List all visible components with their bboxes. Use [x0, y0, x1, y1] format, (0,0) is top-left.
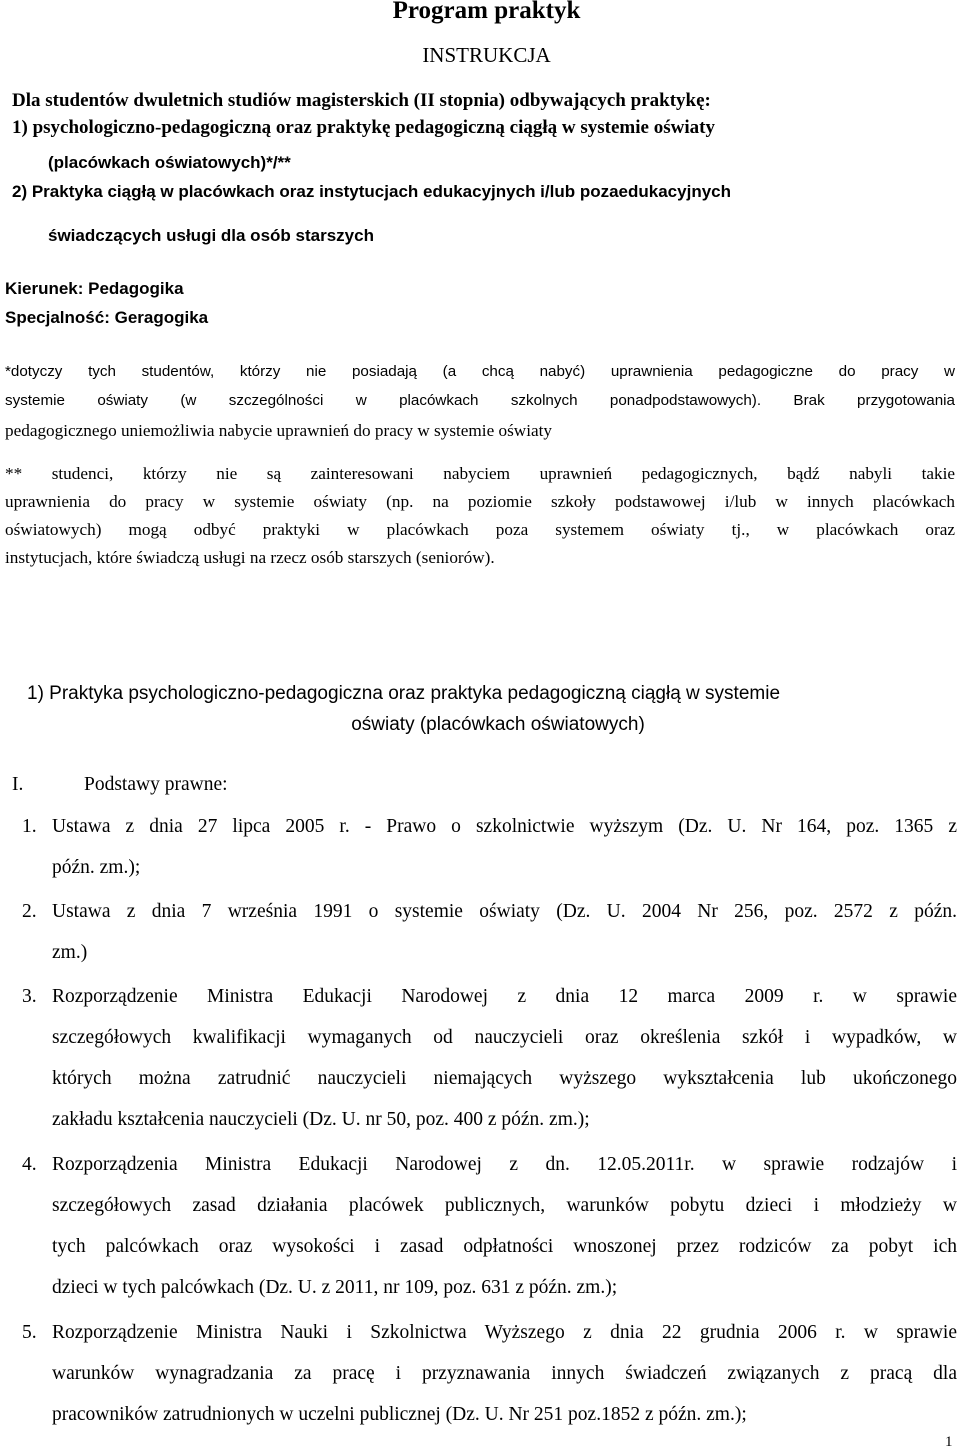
intro-line: (placówkach oświatowych)*/**: [48, 153, 291, 172]
legal-roman-numeral: I.: [12, 774, 24, 795]
legal-item-number: 5.: [22, 1322, 37, 1343]
note-line: uprawnienia do pracy w systemie oświaty (np. na poziomie szkoły podstawowej i/lub w innych placówkach: [5, 492, 955, 511]
legal-item-line: Rozporządzenie Ministra Edukacji Narodowej z dnia 12 marca 2009 r. w sprawie: [52, 986, 957, 1007]
legal-item-line: szczegółowych kwalifikacji wymaganych od nauczycieli oraz określenia szkół i wypadków, w: [52, 1027, 957, 1048]
intro-line: świadczących usługi dla osób starszych: [48, 226, 374, 245]
legal-item-number: 1.: [22, 816, 37, 837]
legal-item-line: pracowników zatrudnionych w uczelni publicznej (Dz. U. Nr 251 poz.1852 z późn. zm.);: [52, 1404, 747, 1425]
legal-item-line: dzieci w tych palcówkach (Dz. U. z 2011, nr 109, poz. 631 z późn. zm.);: [52, 1277, 618, 1298]
note-line-part: systemie oświaty (w szczególności w placówkach szkolnych ponadpodstawowych). Brak przygotowania: [5, 392, 955, 409]
note-line: oświatowych) mogą odbyć praktyki w placówkach poza systemem oświaty tj., w placówkach oraz: [5, 520, 955, 539]
legal-item-line: zakładu kształcenia nauczycieli (Dz. U. nr 50, poz. 400 z późn. zm.);: [52, 1109, 590, 1130]
legal-item-line: tych palcówkach oraz wysokości i zasad odpłatności wnoszonej przez rodziców za pobyt ich: [52, 1236, 957, 1257]
legal-item-line: warunków wynagradzania za pracę i przyznawania innych świadczeń związanych z pracą dla: [52, 1363, 957, 1384]
document-title: Program praktyk: [392, 0, 581, 24]
note-line: [5, 390, 955, 410]
legal-item-number: 3.: [22, 986, 37, 1007]
legal-item-line: Rozporządzenie Ministra Nauki i Szkolnictwa Wyższego z dnia 22 grudnia 2006 r. w sprawie: [52, 1322, 957, 1343]
legal-item-line: Ustawa z dnia 27 lipca 2005 r. - Prawo o szkolnictwie wyższym (Dz. U. Nr 164, poz. 1365 z: [52, 816, 957, 837]
direction-label: Kierunek: Pedagogika: [5, 279, 184, 298]
intro-line: 2) Praktyka ciągłą w placówkach oraz instytucjach edukacyjnych i/lub pozaedukacyjnych: [12, 182, 731, 201]
legal-item-line: późn. zm.);: [52, 857, 141, 878]
legal-heading: Podstawy prawne:: [84, 774, 228, 795]
legal-item-line: Rozporządzenia Ministra Edukacji Narodowej z dn. 12.05.2011r. w sprawie rodzajów i: [52, 1154, 957, 1175]
intro-line: 1) psychologiczno-pedagogiczną oraz praktykę pedagogiczną ciągłą w systemie oświaty: [12, 117, 715, 138]
specialty-label: Specjalność: Geragogika: [5, 308, 209, 327]
legal-item-number: 4.: [22, 1154, 37, 1175]
legal-item-number: 2.: [22, 901, 37, 922]
legal-item-line: szczegółowych zasad działania placówek publicznych, warunków pobytu dzieci i młodzieży w: [52, 1195, 957, 1216]
legal-item-line: zm.): [52, 942, 88, 963]
note-line: ** studenci, którzy nie są zainteresowani nabyciem uprawnień pedagogicznych, bądź nabyli takie: [5, 464, 955, 483]
legal-item-line: których można zatrudnić nauczycieli niemających wyższego wykształcenia lub ukończonego: [52, 1068, 957, 1089]
section-heading: oświaty (placówkach oświatowych): [351, 714, 645, 735]
legal-item-line: Ustawa z dnia 7 września 1991 o systemie oświaty (Dz. U. 2004 Nr 256, poz. 2572 z późn.: [52, 901, 957, 922]
intro-line: Dla studentów dwuletnich studiów magisterskich (II stopnia) odbywających praktykę:: [12, 90, 711, 111]
note-line: *dotyczy tych studentów, którzy nie posiadają (a chcą nabyć) uprawnienia pedagogiczne do pracy w: [5, 363, 955, 380]
note-line: pedagogicznego uniemożliwia nabycie uprawnień do pracy w systemie oświaty: [5, 421, 552, 440]
section-heading: 1) Praktyka psychologiczno-pedagogiczna oraz praktyka pedagogiczną ciągłą w systemie: [27, 683, 781, 704]
page-number: 1: [945, 1434, 953, 1450]
note-line: instytucjach, które świadczą usługi na rzecz osób starszych (seniorów).: [5, 548, 495, 567]
document-subtitle: INSTRUKCJA: [422, 43, 551, 67]
